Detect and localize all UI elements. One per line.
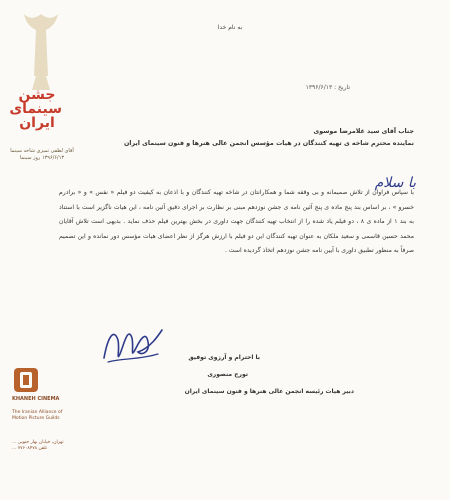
recipient-title: نماینده محترم شاخه ی تهیه کنندگان در هیات مؤسس انجمن عالی هنرها و فنون سینمای ایران — [123, 140, 414, 147]
khaneh-cinema-label: KHANEH CINEMA — [12, 396, 60, 402]
recipient-name: جناب آقای سید غلامرضا موسوی — [313, 128, 414, 135]
letter-body: با سپاس فراوان از تلاش صمیمانه و بی وقفه شما و همکارانتان در شاخه تهیه کنندگان و با اذعان به کیفیت دو فیلم « نفس » و « برادرم خسرو » ، بر اساس بند پنج ماده ی پنج آئین نامه ی جشن نوزدهم مبنی بر نظارت بر اجرای دقیق آئین نامه ، این هیات ناگزیر است با استناد به بند ۱ از ماده ی ۸ ، دو فیلم یاد شده را از انتخاب تهیه کنندگان جهت داوری در بخش بهترین فیلم حذف نماید . بدیهی است تلاش آقایان محمد حسین قاسمی و سعید ملکان به عنوان تهیه کنندگان این دو فیلم با ارزش هرگز از نظر اعضای هیات مؤسس دور نمانده و این تصمیم صرفاً به منظور تطبیق داوری با آیین نامه جشن نوزدهم اتخاذ گردیده است . — [59, 189, 415, 255]
recipient-block — [84, 126, 414, 150]
handwritten-signature — [98, 318, 166, 370]
khaneh-cinema-logo — [12, 366, 40, 394]
festival-logo-text: جشن سینمای ایران — [9, 87, 62, 131]
signer-title: دبیر هیات رئیسه انجمن عالی هنرها و فنون سینمای ایران — [184, 388, 354, 395]
salutation-handwritten: با سلام — [374, 175, 416, 191]
letter-date: تاریخ : ۱۳۹۶/۶/۱۳ — [305, 84, 350, 91]
khaneh-cinema-address: تهران، خیابان بهار جنوبی ... تلفن ۷۷۶۰۸۴۷۸ ... — [12, 440, 64, 451]
basmala: به نام خدا — [217, 24, 243, 31]
khaneh-cinema-subtitle: The Iranian Alliance of Motion Picture Guilds — [12, 410, 63, 421]
festival-caption: آقای لطفی تمیزی شاخه سینما ۱۳۹۶/۶/۱۳ روز سینما — [10, 148, 74, 161]
closing-line: با احترام و آرزوی توفیق — [188, 354, 260, 361]
signer-name: تورج منصوری — [207, 371, 248, 378]
